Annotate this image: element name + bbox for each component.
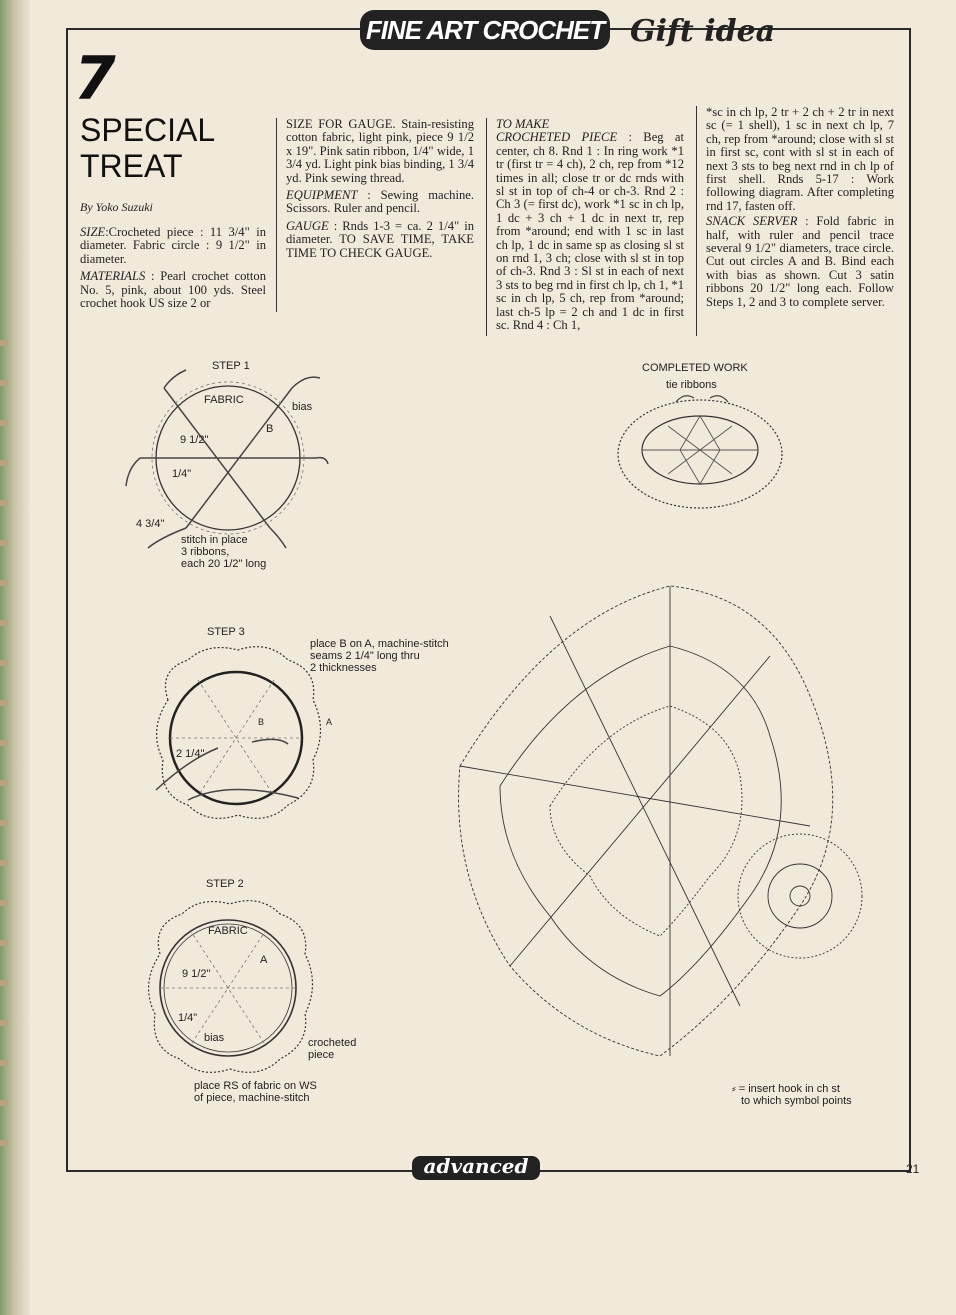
equipment-text: : Sewing machine. Scissors. Ruler and pencil.	[286, 188, 474, 216]
step3-note	[310, 638, 449, 674]
instructions-continued: *sc in ch lp, 2 tr + 2 ch + 2 tr in next sc (= 1 shell), 1 sc in next ch lp, 7 ch, rep from *around; close with sl st in first sc, cont with sl st in each of next 3 sts to beg next rnd in ch lp of first shell. Rnds 5-17 : Work following diagram. After completing rnd 17, fasten off.	[706, 105, 894, 213]
book-spine	[0, 0, 30, 1315]
step1-b-label: B	[266, 423, 274, 435]
equipment-label: EQUIPMENT	[286, 188, 358, 203]
completed-work-illustration	[610, 392, 790, 522]
completed-title: COMPLETED WORK	[642, 362, 748, 374]
step1-note	[181, 534, 266, 570]
materials-label: MATERIALS	[80, 269, 146, 284]
step3-a-label: A	[326, 717, 333, 727]
column-4	[706, 106, 894, 309]
hook-symbol-icon: ⸗	[732, 1083, 736, 1095]
article-title	[80, 112, 215, 184]
gauge-text: : Rnds 1-3 = ca. 2 1/4" in diameter. TO SAVE TIME, TAKE TIME TO CHECK GAUGE.	[286, 218, 474, 260]
completed-subtitle: tie ribbons	[666, 379, 717, 391]
legend-line1: = insert hook in ch st	[738, 1083, 840, 1095]
step1-width: 1/4"	[172, 468, 192, 480]
snack-server-text: : Fold fabric in half, with ruler and pencil trace several 9 1/2" diameters, trace circle. Cut out circles A and B. Bind each with bias as shown. Cut 3 satin ribbons 20 1/2" long each. Follow Steps 1, 2 and 3 to complete server.	[706, 214, 894, 309]
gauge-label: GAUGE	[286, 218, 329, 233]
gift-idea-tag: Gift idea	[630, 14, 776, 49]
step1-note-line2: 3 ribbons,	[181, 546, 230, 558]
step1-length: 4 3/4"	[136, 518, 165, 530]
step3-length: 2 1/4"	[176, 748, 205, 760]
title-line-1: SPECIAL	[80, 112, 216, 148]
step1-fabric-label: FABRIC	[204, 394, 244, 406]
size-label: SIZE	[80, 225, 106, 239]
gauge-size-text: SIZE FOR GAUGE. Stain-resisting cotton fabric, light pink, piece 9 1/2 x 19". Pink satin ribbon, 1/4" wide, 1 3/4 yd. Light pink bias binding, 1 3/4 yd. Pink sewing thread.	[286, 117, 474, 185]
chart-legend	[732, 1083, 852, 1107]
step1-bias-label: bias	[292, 401, 313, 413]
step2-title: STEP 2	[206, 878, 244, 890]
step2-crocheted-line1: crocheted	[308, 1037, 357, 1049]
step3-title: STEP 3	[207, 626, 245, 638]
page-number: 21	[906, 1162, 920, 1176]
step1-note-line1: stitch in place	[181, 534, 248, 546]
to-make-label: TO MAKE	[496, 117, 550, 131]
column-2	[286, 118, 474, 260]
step1-diameter: 9 1/2"	[180, 434, 209, 446]
column-1	[80, 226, 266, 310]
column-divider	[696, 106, 697, 336]
materials-text: : Pearl crochet cotton No. 5, pink, about 100 yds. Steel crochet hook US size 2 or	[80, 269, 266, 311]
step2-note	[194, 1080, 317, 1104]
title-line-2: TREAT	[80, 148, 183, 184]
step3-b-label: B	[258, 717, 265, 727]
column-divider	[276, 118, 277, 312]
legend-line2: to which symbol points	[741, 1095, 852, 1107]
step3-note-line2: seams 2 1/4" long thru	[310, 650, 420, 662]
step2-width: 1/4"	[178, 1012, 198, 1024]
step2-diameter: 9 1/2"	[182, 968, 211, 980]
byline: By Yoko Suzuki	[80, 200, 153, 214]
step2-note-line1: place RS of fabric on WS	[194, 1080, 317, 1092]
size-text: :Crocheted piece : 11 3/4" in diameter. Fabric circle : 9 1/2" in diameter.	[80, 225, 266, 266]
difficulty-label: advanced	[423, 1154, 529, 1178]
crocheted-piece-label: CROCHETED PIECE	[496, 130, 618, 145]
column-3	[496, 118, 684, 333]
snack-server-label: SNACK SERVER	[706, 214, 798, 229]
step2-a-label: A	[260, 954, 268, 966]
step2-note-line2: of piece, machine-stitch	[194, 1092, 310, 1104]
step2-diagram	[140, 894, 320, 1084]
difficulty-badge	[402, 1150, 550, 1184]
step3-note-line1: place B on A, machine-stitch	[310, 638, 449, 650]
step2-bias-label: bias	[204, 1032, 225, 1044]
step2-crocheted-label	[308, 1037, 356, 1061]
step1-note-line3: each 20 1/2" long	[181, 558, 267, 570]
instructions-text: : Beg at center, ch 8. Rnd 1 : In ring work *1 tr (first tr = 4 ch), 2 ch, rep from *12 times in all; close tr or dc rnds with sl st in top of ch-4 or ch-3. Rnd 2 : Ch 3 (= first dc), work *1 sc in ch lp, 1 dc + 3 ch + 1 dc in next tr, rep from *around; end with 1 sc in last ch lp, 1 dc in same sp as closing sl st on rnd 1, 3 ch; close with sl st in top of ch-3. Rnd 3 : Sl st in each of next 3 sts to beg rnd in first ch lp, ch 1, *1 sc in ch lp, 5 ch, rep from *around; last ch-5 lp = 2 ch and 1 dc in first sc. Rnd 4 : Ch 1,	[496, 130, 684, 333]
step3-note-line3: 2 thicknesses	[310, 662, 377, 674]
step3-diagram	[148, 640, 328, 830]
column-divider	[486, 118, 487, 336]
step2-crocheted-line2: piece	[308, 1049, 335, 1061]
step2-fabric-label: FABRIC	[208, 925, 248, 937]
section-banner: FINE ART CROCHET	[360, 10, 610, 50]
step1-title: STEP 1	[212, 360, 250, 372]
pattern-number: 7	[74, 44, 116, 114]
crochet-chart	[440, 576, 880, 1076]
